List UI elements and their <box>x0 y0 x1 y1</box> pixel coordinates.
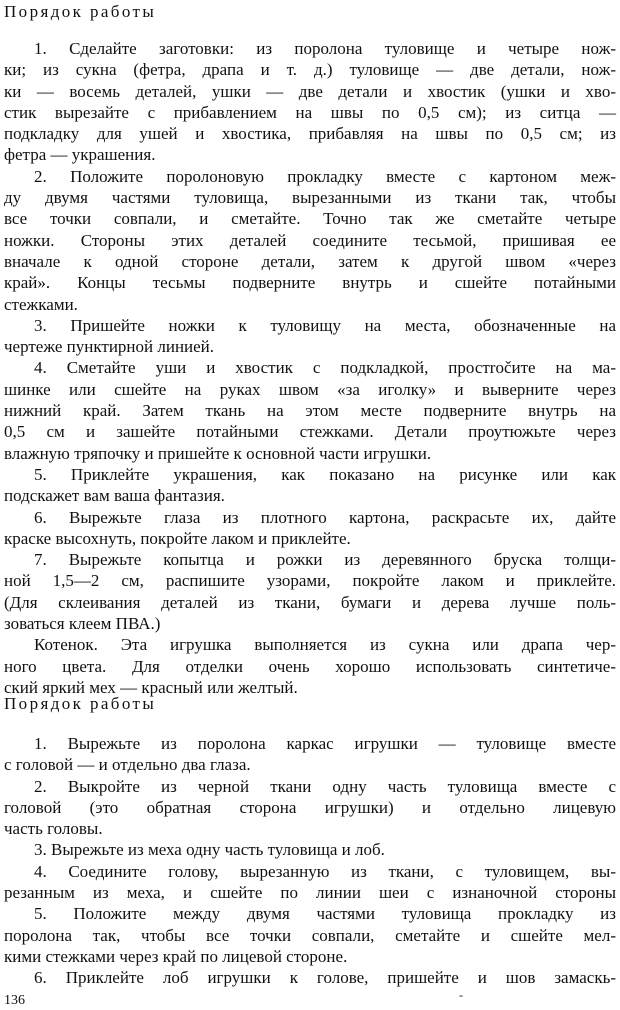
section-heading-2: Порядок работы <box>4 694 157 713</box>
text-line: 5. Приклейте украшения, как показано на рисунке или как <box>34 464 616 484</box>
text-line: 2. Выкройте из черной ткани одну часть туловища вместе с <box>34 776 616 796</box>
section-heading-1: Порядок работы <box>4 2 157 21</box>
section-body-1 <box>4 38 616 698</box>
text-line: 4. Соедините голову, вырезанную из ткани, с туловищем, вы- <box>34 861 616 881</box>
text-line: подскажет вам ваша фантазия. <box>4 486 225 506</box>
text-line: влажную тряпочку и пришейте к основной части игрушки. <box>4 443 432 463</box>
text-line: стик вырезайте с прибавлением на швы по 0,5 см); из ситца — <box>4 102 616 122</box>
text-line: 2. Положите поролоновую прокладку вместе с картоном меж- <box>34 166 616 186</box>
text-line: ного цвета. Для отделки очень хорошо использовать синтетиче- <box>4 656 616 676</box>
text-line: ский яркий мех — красный или желтый. <box>4 677 298 697</box>
footer-mark: - <box>459 988 463 1002</box>
text-line: 3. Вырежьте из меха одну часть туловища и лоб. <box>34 840 385 860</box>
text-line: ной 1,5—2 см, распишите узорами, покройте лаком и приклейте. <box>4 571 616 591</box>
text-line: чертеже пунктирной линией. <box>4 337 215 357</box>
text-line: зоваться клеем ПВА.) <box>4 614 161 634</box>
text-line: часть головы. <box>4 819 103 839</box>
text-line: 0,5 см и зашейте потайными стежками. Детали проутюжьте через <box>4 422 616 442</box>
text-line: головой (это обратная сторона игрушки) и отдельно лицевую <box>4 797 616 817</box>
text-line: 7. Вырежьте копытца и рожки из деревянного бруска толщи- <box>34 550 616 570</box>
text-line: фетра — украшения. <box>4 145 156 165</box>
text-line: край». Концы тесьмы подверните внутрь и сшейте потайными <box>4 273 616 293</box>
page-number: 136 <box>4 993 25 1008</box>
text-line: все точки совпали, и сметайте. Точно так же сметайте четыре <box>4 209 616 229</box>
text-line: кими стежками через край по лицевой стороне. <box>4 946 348 966</box>
text-line: 6. Приклейте лоб игрушки к голове, пришейте и шов замаскь- <box>34 968 616 988</box>
text-line: с головой — и отдельно два глаза. <box>4 755 251 775</box>
text-line: вначале к одной стороне детали, затем к другой швом «через <box>4 251 616 271</box>
text-line: 1. Вырежьте из поролона каркас игрушки — туловище вместе <box>34 734 616 753</box>
text-line: ножки. Стороны этих деталей соедините тесьмой, пришивая ее <box>4 230 616 250</box>
text-line: 3. Пришейте ножки к туловищу на места, обозначенные на <box>34 315 616 335</box>
text-line: ки; из сукна (фетра, драпа и т. д.) туловище — две детали, нож- <box>4 60 616 80</box>
book-page <box>4 0 616 1010</box>
text-line: ки — восемь деталей, ушки — две детали и хвостик (ушки и хво- <box>4 81 616 101</box>
text-line: подкладку для ушей и хвостика, прибавляя на швы по 0,5 см; из <box>4 124 616 144</box>
section-body-2 <box>4 733 616 989</box>
text-line: 5. Положите между двумя частями туловища прокладку из <box>34 904 616 924</box>
text-line: (Для склеивания деталей из ткани, бумаги и дерева лучше поль- <box>4 592 616 612</box>
text-line: стежками. <box>4 294 78 314</box>
text-line: поролона так, чтобы все точки совпали, сметайте и сшейте мел- <box>4 925 616 945</box>
text-line: ду двумя частями туловища, вырезанными из ткани так, чтобы <box>4 188 616 208</box>
text-line: шинке или сшейте на руках швом «за иголку» и выверните через <box>4 379 616 399</box>
text-line: 6. Вырежьте глаза из плотного картона, раскрасьте их, дайте <box>34 507 616 527</box>
text-line: 4. Сметайте уши и хвостик с подкладкой, простročите на ма- <box>34 358 616 378</box>
text-line: резанным из меха, и сшейте по линии шеи с изнаночной стороны <box>4 883 616 903</box>
text-line: краске высохнуть, покройте лаком и приклейте. <box>4 528 351 548</box>
text-line: Котенок. Эта игрушка выполняется из сукна или драпа чер- <box>34 635 616 655</box>
text-line: нижний край. Затем ткань на этом месте подверните внутрь на <box>4 401 616 421</box>
text-line: 1. Сделайте заготовки: из поролона туловище и четыре нож- <box>34 39 616 58</box>
